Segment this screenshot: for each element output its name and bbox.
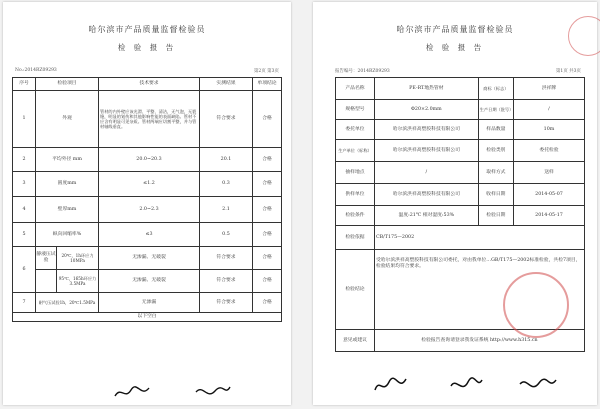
test-item: 纵向回缩率% — [36, 223, 99, 247]
blank-note: 以下空白 — [13, 313, 282, 322]
table-row — [13, 270, 282, 293]
signature-3 — [518, 374, 558, 400]
report-title: 检 验 报 告 — [425, 43, 485, 52]
field-label: 检验结论 — [336, 250, 375, 330]
requirement: 2.0~2.3 — [99, 197, 200, 223]
product-name: PE-RT地热管材 — [374, 78, 478, 100]
table-header-row — [13, 78, 282, 91]
table-row — [336, 162, 585, 184]
field-label: 供样单位 — [336, 184, 375, 206]
remarks: 检验报告查询请登录我发证系统 http://www.h315.cn — [374, 330, 584, 352]
test-condition: 95℃，165h环应力3.5MPa — [56, 270, 98, 292]
verdict: 合格 — [253, 148, 282, 172]
row-number: 4 — [13, 197, 36, 223]
test-results-table — [12, 77, 282, 322]
sampling-location: / — [374, 162, 478, 184]
verdict: 合格 — [253, 293, 282, 313]
page-info: 第1页 共3页 — [555, 69, 581, 74]
signature-2 — [193, 382, 233, 405]
test-item: 壁厚mm — [36, 197, 99, 223]
table-row — [13, 293, 282, 313]
test-item: 耐气压试验1h，20℃1.5MPa — [36, 293, 99, 313]
verdict: 合格 — [253, 223, 282, 247]
verdict: 合格 — [253, 172, 282, 197]
report-page-2 — [313, 2, 597, 405]
test-item — [36, 270, 99, 293]
result: 20.1 — [200, 148, 253, 172]
report-number: No.:2014RZ09293 — [15, 68, 57, 73]
trademark: 洪祥牌 — [513, 78, 584, 100]
requirement: 管材的内外壁应该光滑、平整、清洁，无气泡，无裂缝，明显的划伤和其他影响性能的表面缺陷。管材不应含有明显可见杂质。管材两端应切割平整，并与管材轴线垂直。 — [99, 91, 200, 148]
conclusion: 受哈尔滨洪祥高塑胶科技有限公司委托，对由我单位…GB/T175—2002标准检验，共检7项目，检验结果均符合要求。 — [374, 250, 584, 330]
requirement: ≤1.2 — [99, 172, 200, 197]
requirement: 无渗漏、无破裂 — [99, 270, 200, 293]
table-row — [13, 91, 282, 148]
field-label: 检验依据 — [336, 226, 375, 250]
table-row — [13, 223, 282, 247]
test-condition: 温度:21℃ 相对湿度:53% — [374, 206, 478, 226]
org-title: 哈尔滨市产品质量监督检验员 — [396, 25, 514, 34]
field-label: 检验条件 — [336, 206, 375, 226]
row-number: 1 — [13, 91, 36, 148]
producer: 哈尔滨洪祥高塑胶科技有限公司 — [374, 140, 478, 162]
test-item: 圆度mm — [36, 172, 99, 197]
table-row — [13, 172, 282, 197]
header-cell: 序号 — [13, 78, 36, 91]
production-date: / — [513, 100, 584, 120]
inspection-type: 委托检验 — [513, 140, 584, 162]
result: 符合要求 — [200, 91, 253, 148]
sampling-method: 送样 — [513, 162, 584, 184]
corner-seal-stamp — [568, 16, 600, 56]
field-label: 样品数量 — [478, 120, 513, 140]
result: 符合要求 — [200, 293, 253, 313]
field-label: 检验日期 — [478, 206, 513, 226]
field-label: 取样方式 — [478, 162, 513, 184]
header-cell: 技术要求 — [99, 78, 200, 91]
spec: Φ20×2.0mm — [374, 100, 478, 120]
supplier: 哈尔滨洪祥高塑胶科技有限公司 — [374, 184, 478, 206]
sample-quantity: 10m — [513, 120, 584, 140]
field-label: 产品名称 — [336, 78, 375, 100]
field-label: 生产日期（批号） — [478, 100, 513, 120]
field-label: 商标（标志） — [478, 78, 513, 100]
field-label: 委托单位 — [336, 120, 375, 140]
field-label: 生产单位（标称） — [336, 140, 375, 162]
row-number: 7 — [13, 293, 36, 313]
report-title: 检 验 报 告 — [117, 43, 177, 52]
signature-1 — [113, 382, 153, 405]
test-condition: 20℃，1h环应力10MPa — [56, 247, 98, 269]
row-number: 3 — [13, 172, 36, 197]
table-row — [13, 247, 282, 270]
verdict: 合格 — [253, 247, 282, 270]
official-seal-stamp — [503, 272, 569, 338]
header-cell: 单项结论 — [253, 78, 282, 91]
verdict: 合格 — [253, 270, 282, 293]
field-label: 规格型号 — [336, 100, 375, 120]
client: 哈尔滨洪祥高塑胶科技有限公司 — [374, 120, 478, 140]
test-date: 2014-05-17 — [513, 206, 584, 226]
result: 0.5 — [200, 223, 253, 247]
result: 符合要求 — [200, 270, 253, 293]
report-number: 报告编号：2014RZ09293 — [335, 69, 390, 74]
row-number: 2 — [13, 148, 36, 172]
table-row — [336, 226, 585, 250]
table-row — [336, 120, 585, 140]
test-basis: CB/T175—2002 — [374, 226, 584, 250]
verdict: 合格 — [253, 197, 282, 223]
requirement: 无渗漏、无破裂 — [99, 247, 200, 270]
field-label: 意见或建议 — [336, 330, 375, 352]
report-page-1 — [3, 2, 291, 405]
signature-2 — [448, 374, 484, 400]
header-cell: 检验项目 — [36, 78, 99, 91]
table-row — [13, 148, 282, 172]
table-row — [336, 140, 585, 162]
result: 符合要求 — [200, 247, 253, 270]
blank-note-row — [13, 313, 282, 322]
header-cell: 实测结果 — [200, 78, 253, 91]
result: 0.3 — [200, 172, 253, 197]
row-number: 5 — [13, 223, 36, 247]
table-row — [336, 100, 585, 120]
table-row — [13, 197, 282, 223]
requirement: 无渗漏 — [99, 293, 200, 313]
test-item-group: 静液压试验 — [36, 252, 56, 263]
field-label: 收样日期 — [478, 184, 513, 206]
test-item: 外观 — [36, 91, 99, 148]
table-row — [336, 206, 585, 226]
field-label: 抽样地点 — [336, 162, 375, 184]
field-label: 检验类别 — [478, 140, 513, 162]
test-item — [36, 247, 99, 270]
requirement: 20.0~20.3 — [99, 148, 200, 172]
table-row — [336, 78, 585, 100]
table-row — [336, 184, 585, 206]
requirement: ≤3 — [99, 223, 200, 247]
page-info: 第2页 第3页 — [253, 69, 279, 74]
row-number: 6 — [13, 247, 36, 293]
receive-date: 2014-05-07 — [513, 184, 584, 206]
result: 2.1 — [200, 197, 253, 223]
org-title: 哈尔滨市产品质量监督检验员 — [88, 25, 206, 34]
test-item: 平均外径 mm — [36, 148, 99, 172]
signature-1 — [373, 374, 409, 400]
verdict: 合格 — [253, 91, 282, 148]
